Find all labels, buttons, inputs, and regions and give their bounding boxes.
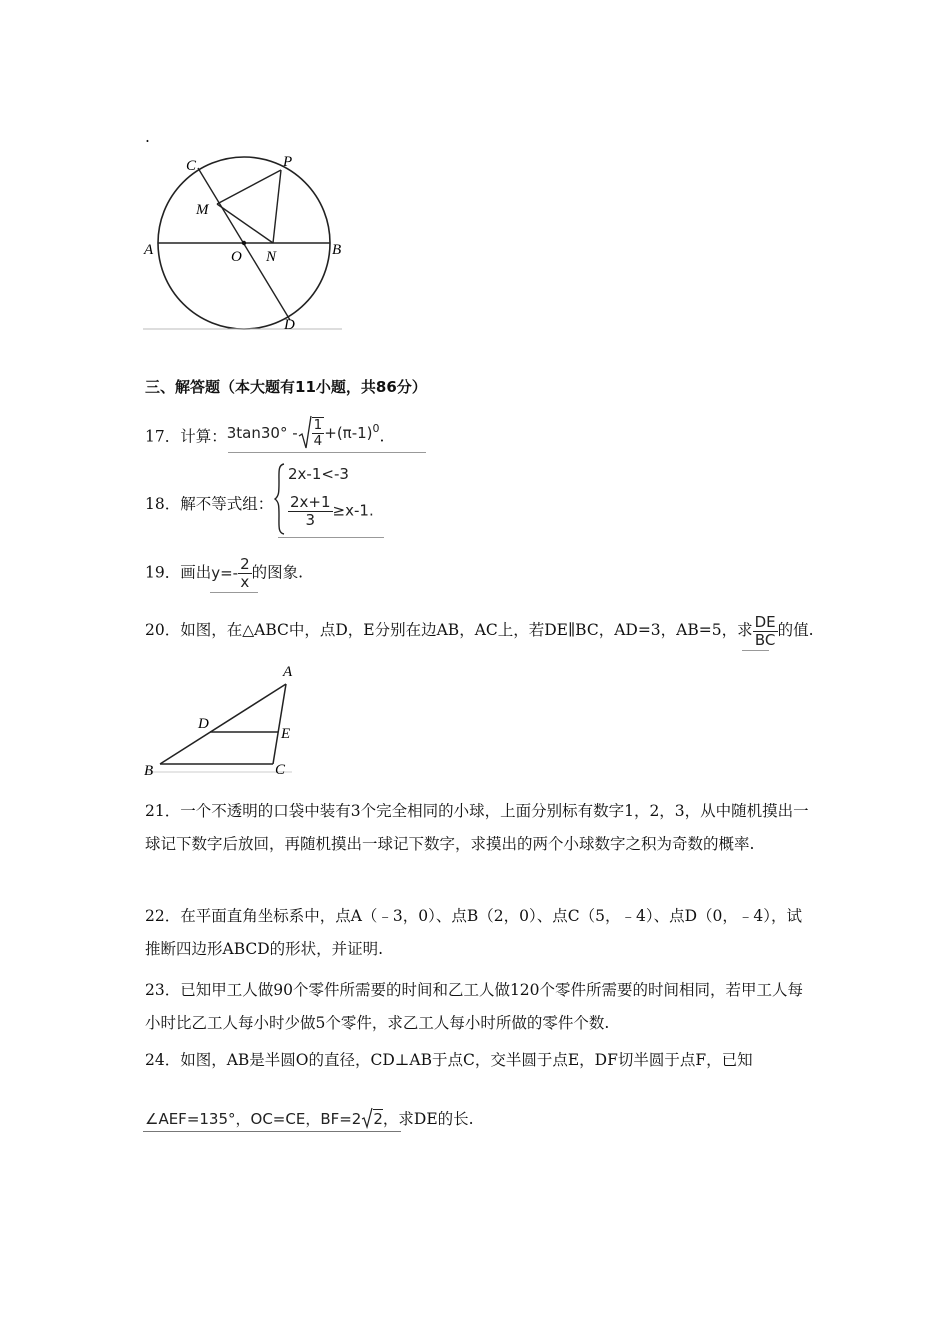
label-B: B [332, 242, 342, 258]
label-E: E [281, 726, 291, 742]
sqrt-sign-icon [298, 414, 312, 452]
q19-underline [210, 592, 258, 593]
question-20 [145, 614, 814, 648]
question-18-prefix: 18．解不等式组： [145, 495, 274, 513]
label-P: P [283, 154, 293, 170]
triangle-figure [140, 660, 305, 780]
q17-exponent: 0 [372, 421, 380, 435]
stray-dot: . [145, 128, 150, 146]
q17-minus: - [292, 423, 298, 442]
q20-suffix: 的值. [777, 621, 814, 639]
label-N: N [266, 249, 277, 265]
q19-frac-den: x [240, 572, 250, 591]
q17-sqrt-den: 4 [313, 433, 323, 449]
q18-frac-den: 3 [305, 510, 316, 529]
sqrt-sign-icon [361, 1107, 373, 1129]
label-M: M [196, 202, 209, 218]
question-24-line2 [145, 1107, 474, 1129]
q18-ineq1: 2x-1<-3 [288, 465, 349, 483]
q18-underline [278, 537, 384, 538]
q17-prefix: 17．计算： [145, 427, 227, 446]
q17-expr-start: 3tan30° [226, 423, 288, 442]
q17-sqrt-num: 1 [313, 417, 323, 434]
q18-ineq2-rest: ≥x-1 [332, 501, 369, 520]
section-heading: 三、解答题（本大题有11小题，共86分） [145, 378, 427, 396]
q24-condition [145, 1110, 383, 1128]
label-D: D [284, 317, 295, 333]
label-C: C [275, 762, 286, 778]
q20-frac-num: DE [754, 613, 776, 631]
label-D: D [198, 716, 209, 732]
q19-y-eq: y=- [211, 563, 239, 582]
question-23: 23．已知甲工人做90个零件所需要的时间和乙工人做120个零件所需要的时间相同，若甲工人每小时比乙工人每小时少做5个零件，求乙工人每小时所做的零件个数. [145, 981, 804, 1032]
q18-ineq2 [288, 494, 374, 528]
q19-prefix: 19．画出 [145, 563, 212, 582]
label-A: A [144, 242, 154, 258]
question-17 [145, 418, 384, 456]
brace-icon [274, 462, 286, 536]
question-22: 22．在平面直角坐标系中，点A（﹣3，0）、点B（2，0）、点C（5，﹣4）、点D（0，﹣4），试推断四边形ABCD的形状，并证明. [145, 907, 802, 958]
question-24-line1: 24．如图，AB是半圆O的直径，CD⊥AB于点C，交半圆于点E，DF切半圆于点F，已知 [145, 1051, 753, 1069]
label-A: A [283, 664, 293, 680]
q18-suffix: . [368, 501, 374, 520]
label-O: O [231, 249, 242, 265]
q24-underline [143, 1131, 401, 1132]
q20-underline [742, 650, 769, 651]
label-C: C [186, 158, 197, 174]
label-B: B [144, 763, 154, 779]
question-19 [145, 556, 303, 590]
circle-figure [140, 148, 355, 338]
q24-cond-start: ∠AEF=135°，OC=CE，BF=2 [145, 1110, 362, 1128]
q19-suffix: 的图象. [251, 563, 304, 582]
q18-frac-num: 2x+1 [290, 493, 331, 511]
q19-frac-num: 2 [240, 555, 250, 573]
q20-frac-den: BC [754, 630, 776, 649]
q24-sqrt-val: 2 [373, 1110, 383, 1128]
q17-suffix: . [379, 427, 385, 446]
question-21: 21．一个不透明的口袋中装有3个完全相同的小球，上面分别标有数字1，2，3，从中随机摸出一球记下数字后放回，再随机摸出一球记下数字，求摸出的两个小球数字之积为奇数的概率. [145, 802, 809, 853]
q17-plus-pi: +(π-1) [324, 423, 373, 442]
q24-suffix: ，求DE的长. [382, 1110, 474, 1128]
q20-text: 20．如图，在△ABC中，点D，E分别在边AB，AC上，若DE∥BC，AD=3，AB=5，求 [145, 621, 753, 639]
q17-underline [228, 452, 426, 453]
